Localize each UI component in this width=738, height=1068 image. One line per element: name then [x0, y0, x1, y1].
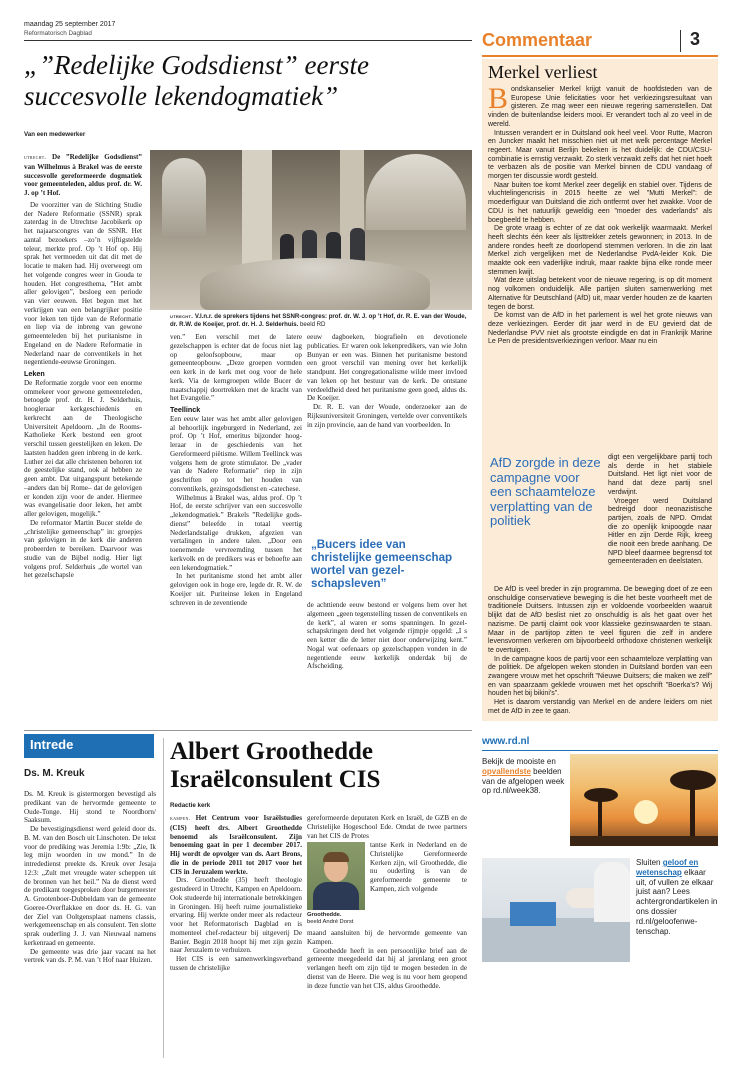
caption-credit: beeld André Dorst [307, 919, 354, 925]
editorial-paragraph: In de campagne koos de partij voor een schaamteloze verplatting van de politiek. De afgelopen weken stonden in Duitsland borden van een zwangere vrouw met het opschrift ”Nieuwe Duitsers; die maken we zelf” en van spaarzaam geklede vrouwen met het opschrift ”Boerka’s? Wij houden het bij bikini’s”. [488, 655, 712, 698]
intrede-body [24, 790, 156, 965]
sun [634, 800, 658, 824]
cis-lead [170, 814, 302, 876]
main-pullquote: „Bucers idee van christelijke gemeenschap wortel van gezelschapsleven” [311, 538, 453, 590]
editorial-paragraph: Intussen verandert er in Duitsland ook heel veel. Voor Rutte, Macron en Juncker maakt het misschien niet uit met welk percentage Merkel regeert. Maar vanuit Berlijn bekeken is het duidelijk: de CDU/CSU-combinatie is ernstig verzwakt. Zo sterk verzwakt zelfs dat het niet hoeft te verbazen als de positie van Merkel binnen de CDU vandaag of morgen ter discussie wordt gesteld. [488, 129, 712, 181]
main-paragraph: Een eeuw later was het ambt aller gelovigen al behoorlijk ingeburgerd in Nederland, zei prof. Op ’t Hof, emeritus bijzonder hoogleraar in de geschiedenis van het Gereformeerd piëtisme. Willem Teellinck was volgens hem de grote stimulator. De „vader van de Nadere Reformatie” riep in zijn geschriften op tot het houden van conventikels, gezinsgodsdienst en -catechese. [170, 414, 302, 493]
lab-photo[interactable] [482, 858, 630, 962]
congress-photo [150, 150, 472, 310]
main-paragraph: Wilhelmus à Brakel was, aldus prof. Op ’t Hof, de eerste schrijver van een succesvolle „lekendogmatiek.” Brakels ”Redelijke godsdienst” beleefde in totaal veertig Nederlandstalige drukken, afgezien van vertalingen in andere talen. „Door een toenemende vervreemding tussen het kerkvolk en de predikers was er behoefte aan een lekendogmatiek.” [170, 493, 302, 572]
editorial-paragraph: Vroeger werd Duitsland bedreigd door neonazistische partijen, zoals de NPD. Omdat die zo openlijk knipoogde naar Hitler en zijn Derde Rijk, kreeg die nooit een brede aanhang. De NPD bleef daarmee begrensd tot gemeenteraden en deelstaten. [608, 497, 712, 566]
promo-text: elkaar uit, of vullen ze elkaar juist aan? Lees achtergrondartikelen in ons dossier rd.nl/geloofenwetenschap. [636, 867, 718, 936]
caption-credit: beeld RD [300, 321, 326, 329]
section-label: Commentaar [482, 30, 593, 50]
main-column-3 [307, 333, 467, 429]
editorial-text: ondskanselier Merkel krijgt vanuit de hoofdsteden van de Europese Unie felicitaties voor het verkiezingsresultaat van gisteren. Ze mag weer een nieuwe regering samenstellen. Dat vinden de buitenlandse leiders mooi. Er verandert toch al zo veel in de wereld. [488, 86, 712, 128]
groothedde-photo [307, 842, 365, 910]
promo-highlight: geloof en wetenschap [636, 858, 699, 877]
cis-column-2b [370, 841, 467, 894]
caption-place: utrecht. [170, 314, 194, 320]
cis-paragraph: tantse Kerk in Nederland en de Christelijke Gereformeerde Kerken zijn, wil Groothedde, die nu ouderling is van de gereformeerde gemeente te Kampen, zich volgende [370, 841, 467, 893]
main-paragraph: De Reformatie zorgde voor een enorme ommekeer voor gewone gemeenteleden, betoogde prof. dr. H. J. Selderhuis, hoogleraar kerkgeschiedenis en kerkrecht aan de Theologische Universiteit Apeldoorn. „In de Rooms-Katholieke Kerk bestond een groot verschil tussen geestelijken en leken. De laatsten hadden geen inbreng in de kerk. Luther zei dat alle christenen behoren tot de geestelijke stand, ook al hebben ze geen ambt. Dat uitgangspunt betekende –anders dan bij Rome– dat de gelovigen er konden zijn voor de ander. Hiermee was evangelisatie door leken, het ambt aller gelovigen, mogelijk.” [24, 378, 142, 518]
cis-headline-line-2: Israëlconsulent CIS [170, 766, 381, 793]
headline-line-1: „”Redelijke Godsdienst” eerste [24, 50, 369, 80]
baptismal-font [200, 258, 430, 310]
editorial-side-column [608, 454, 712, 567]
main-paragraph: Dr. R. E. van der Woude, onderzoeker aan de Rijksuniversiteit Groningen, vertelde over conventikels in zijn provincie, aan de hand van voorbeelden. In [307, 403, 467, 429]
main-paragraph: ven.” Een verschil met de latere gezelschappen is echter dat de focus niet lag op geloofsopbouw, maar op gemeenteopbouw. „Deze groepen vormden een kerk in de kerk met oog voor de hele kerk. Via de kerngroepen wilde Bucer de maatschappij doortrekken met de kracht van het Evangelie.” [170, 333, 302, 403]
editorial-dropcap: B [488, 82, 509, 115]
groothedde-caption [307, 912, 367, 926]
editorial-paragraph: digt een vergelijkbare partij toch als derde in het stabiele Duitsland. Het ligt niet voor de hand dat deze partij snel verdwijnt. [608, 454, 712, 496]
main-paragraph: De voorzitter van de Stichting Studie der Nadere Reformatie (SSNR) sprak zaterdag in de Utrechtse Jacobikerk op het najaarscongres van de SSNR. Het aantal bezoekers –zo’n vijftigstelde teleur, merkte prof. Op ’t Hof op. Hij sprak het vermoeden uit dat dit met de locatie te maken had. Hij overweegt om het volgende congres weer in Gouda te houden. Het congresthema, ”Het ambt aller gelovigen”, besloeg een periode van vier eeuwen. Het begon met het verkrijgen van een belangrijker positie voor leken ten tijde van de Reformatie en liep via de inbreng van gewone gemeenteleden bij het puritanisme in Engeland en de Nadere Reformatie in Nederland naar de conventikels in het negentiende-eeuwse Groningen. [24, 200, 142, 367]
tree-trunk [690, 782, 695, 842]
editorial-paragraph: Het is daarom verstandig van Merkel en de andere leiders om niet met de AfD in zee te gaan. [488, 699, 712, 715]
section-rule [482, 55, 718, 57]
main-lead [24, 153, 142, 198]
main-byline: Van een medewerker [24, 131, 86, 138]
main-paragraph: de achttiende eeuw bestond er volgens hem over het algemeen „geen tegenstelling tussen de conventikels en de kerk”, al waren er soms spanningen. In gezelschapskringen deed het volgende rijmpje opgeld: „I s een ketter die de letter niet door onderwijzing kent.” Nogal wat oefenaars op gezelschappen vonden in de negentiende eeuw kerkelijk onderdak bij de Afscheiding. [307, 601, 467, 671]
cis-column-1 [170, 814, 302, 973]
promo-text-week[interactable] [482, 757, 568, 796]
intrede-author: Ds. M. Kreuk [24, 768, 85, 779]
intrede-label: Intrede [24, 734, 154, 758]
intrede-paragraph: Ds. M. Kreuk is gistermorgen bevestigd als predikant van de hervormde gemeente te Oude-Tonge. Hij stond te Noordhorn/ Saaksum. [24, 790, 156, 825]
cis-dateline: kampen. [170, 816, 191, 822]
main-lead-text: De ”Redelijke Godsdienst” van Wilhelmus à Brakel was de eerste succesvolle gereformeerde dogmatiek voor gemeenteleden, aldus prof. dr. W. J. op ’t Hof. [24, 153, 142, 197]
editorial-paragraph: De AfD is veel breder in zijn programma. De beweging doet of ze een onschuldige conservatieve beweging is die het beste voorheeft met de traditionele Duitsers. Intussen zijn er voldoende voorbeelden waaruit blijkt dat de AfD beslist niet zo onschuldig is als het gaat over het nazisme. De partij claimt ook voor klassieke gezinswaarden te staan. Maar in de partijtop zitten te veel figuren die zelf in andere levensvormen verkeren om bijvoorbeeld orthodoxe christenen werkelijk te overtuigen. [488, 586, 712, 654]
main-paragraph: eeuw dagboeken, biografieën en devotionele publicaties. Er waren ook lekenpredikers, van wie John Bunyan er een was. Binnen het puritanisme bestond een groot verschil van mening over het kerkelijk standpunt. Het congregationalisme wilde meer invloed van leken op het bestuur van de kerk. De ontstane verdeeldheid deed het puritanisme geen goed, aldus ds. De Koeijer. [307, 333, 467, 403]
tree-crown [584, 788, 618, 802]
promo-rule [482, 750, 718, 751]
editorial-paragraph: De grote vraag is echter of ze dat ook werkelijk waarmaakt. Merkel heeft slechts één keer als lijsttrekker zetels gewonnen; in 2013. In de andere rondes heeft ze doorlopend stemmen verloren. In die zin laat Merkel zich vergelijken met de Nederlandse PvdA-leider Kok. Die maakte ook een vaderlijke indruk, maar raakte bijna elke ronde meer stemmen kwijt. [488, 225, 712, 276]
cis-paragraph: gereformeerde deputaten Kerk en Israël, de GZB en de Christelijke Hogeschool Ede. Omdat de twee partners van het CIS de Protes [307, 814, 467, 840]
editorial-body [488, 82, 712, 347]
page-number: 3 [690, 29, 701, 49]
caption-text: V.l.n.r. de sprekers tijdens het SSNR-congres: prof. dr. W. J. op ’t Hof, dr. R. E. van der Woude, dr. R.W. de Koeijer, prof. dr. H. J. Selderhuis. [170, 313, 467, 329]
church-arch [366, 154, 466, 230]
cis-column-2a [307, 814, 467, 840]
editorial-paragraph: Naar buiten toe komt Merkel zeer degelijk en stabiel over. Tijdens de vluchtelingencrisis in 2015 heette ze wel ”Mutti Merkel”: de moederfiguur van Duitsland die zich ontfermt over het zwakke. Voor de CDU is het natuurlijk geweldig een ”moeder des vaderlands” als boegbeeld te hebben. [488, 181, 712, 224]
portrait-body [313, 882, 359, 910]
main-column-3b [307, 601, 467, 671]
cis-lead-text: Het Centrum voor Israëlstudies (CIS) heeft drs. Albert Groothedde benoemd als Israëlconsulent. Zijn benoeming gaat in per 1 december 2017. Hij wordt de opvolger van ds. Aart Brons, die in de periode 2011 tot 2017 voor het CIS in Jeruzalem werkte. [170, 814, 302, 876]
promo-text-science[interactable] [636, 858, 718, 936]
lab-person [594, 862, 630, 922]
cis-byline: Redactie kerk [170, 802, 211, 809]
header-divider [680, 30, 681, 52]
main-dateline: utrecht. [24, 155, 47, 161]
tree-crown [670, 770, 716, 790]
masthead-date: maandag 25 september 2017 [24, 21, 116, 28]
subhead-leken: Leken [24, 369, 45, 378]
main-headline [24, 50, 472, 112]
subhead-teellinck: Teellinck [170, 405, 201, 414]
main-column-2 [170, 333, 302, 607]
editorial-title: Merkel verliest [488, 62, 598, 82]
main-paragraph: De reformator Martin Bucer stelde de „christelijke gemeenschap” in: groepjes van gelovigen in de kerk die anderen probeerden te bereiken. Daarvoor was studie van de Bijbel nodig. Hier ligt volgens prof. Selderhuis „de wortel van het gezelschapsle [24, 518, 142, 580]
editorial-paragraph: Wat deze uitslag betekent voor de nieuwe regering, is op dit moment nog volkomen onduidelijk. Alle partijen sluiten samenwerking met Alternative für Deutschland (AfD) uit, maar verder houden ze de kaarten tegen de borst. [488, 277, 712, 311]
editorial-body-2 [488, 586, 712, 717]
header-rule [24, 40, 472, 41]
editorial-pullquote: AfD zorgde in deze campagne voor een schaamteloze verplatting van de politiek [490, 455, 601, 528]
editorial-paragraph: De komst van de AfD in het parlement is wel het grote nieuws van deze verkiezingen. Eerder dit jaar werd in de EU gevierd dat de Nederlandse PVV niet als grootste eindigde en dat in Frankrijk Marine Le Pen de presidentsverkiezingen verloor. Maar nu ein [488, 312, 712, 346]
cis-paragraph: maand aansluiten bij de hervormde gemeente van Kampen. [307, 929, 467, 946]
cis-column-2c [307, 929, 467, 990]
main-paragraph: In het puritanisme stond het ambt aller gelovigen ook in hoge ere, legde dr. R. W. de Koeijer uit. Puriteinse leken in Engeland schreven in de zeventiende [170, 572, 302, 607]
headline-line-2: succesvolle lekendogmatiek” [24, 81, 339, 111]
promo-url[interactable]: www.rd.nl [482, 736, 530, 747]
promo-text: Bekijk de mooiste en [482, 757, 556, 766]
ground [570, 836, 718, 846]
cis-paragraph: Drs. Groothedde (35) heeft theologie gestudeerd in Utrecht, Kampen en Apeldoorn. Ook studeerde hij internationale betrekkingen in Groningen. Hij heeft ruime journalistieke ervaring. Hij werkte onder meer als redacteur voor het Reformatorisch Dagblad en is momenteel chef-redacteur bij uitgeverij De Banier. Begin 2018 hoopt hij met zijn gezin naar Jeruzalem te verhuizen. [170, 876, 302, 955]
intrede-paragraph: De bevestigingsdienst werd geleid door ds. B. M. van den Bosch uit Linschoten. De tekst voor de prediking was Jeremia 1:9b: „Zie, Ik leg mijn woorden in uw mond.” In de intrededienst preekte ds. Kreuk over Jesaja 12:3: „Zult met vreugde water scheppen uit de bronnen van het heil.” Na de dienst werd de predikant toegesproken door burgemeester A. Grootenboer-Dubbeldam van de gemeente Goeree-Overflakkee en door ds. H. G. van der Ziel van Ooltgensplaat namens classis, werkgemeenschap en als consulent. Ten slotte sprak ouderling J. J. van Nieuwaal namens kerkenraad en gemeente. [24, 825, 156, 947]
column-divider [163, 738, 164, 1058]
intrede-paragraph: De gemeente was drie jaar vacant na het vertrek van ds. P. M. van ’t Hof naar Huizen. [24, 947, 156, 965]
cis-headline-line-1: Albert Groothedde [170, 738, 373, 765]
church-window [162, 158, 206, 238]
sunset-photo[interactable] [570, 754, 718, 846]
masthead-paper: Reformatorisch Dagblad [24, 30, 92, 37]
main-column-1 [24, 153, 142, 580]
cis-paragraph: Groothedde heeft in een persoonlijke brief aan de gemeente meegedeeld dat hij al jarenlang een groot verlangen heeft om zijn tijd te mogen besteden in de dienst van de Heere. Die weg is nu voor hem geopend in deze functie van het CIS, aldus Groothedde. [307, 946, 467, 990]
caption-name: Groothedde. [307, 912, 342, 918]
promo-text: Sluiten [636, 858, 663, 867]
lab-bench [482, 918, 630, 962]
section-divider [24, 730, 472, 731]
cis-headline [170, 738, 472, 794]
photo-caption [170, 313, 472, 329]
portrait-hair [323, 852, 349, 862]
lab-box [510, 902, 556, 926]
promo-highlight: opvallendste [482, 766, 531, 776]
promo-text: beelden van de afgelopen week op rd.nl/week38. [482, 766, 565, 796]
editorial-paragraph [488, 82, 712, 130]
cis-paragraph: Het CIS is een samenwerkingsverband tussen de christelijke [170, 955, 302, 972]
